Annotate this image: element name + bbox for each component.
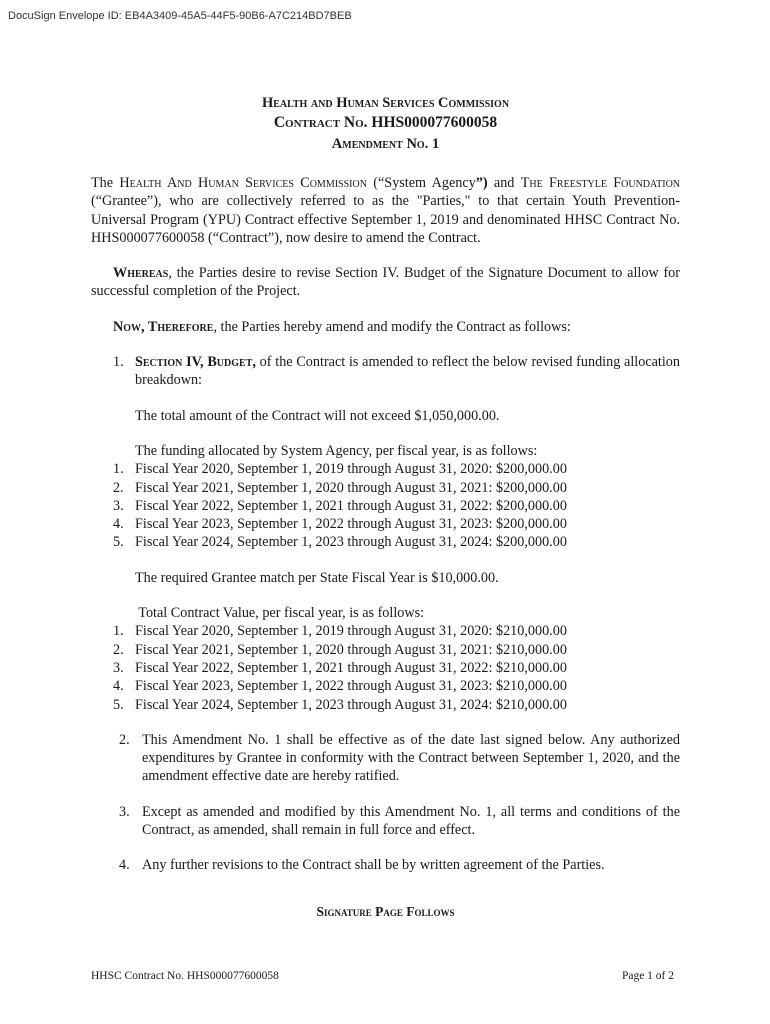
whereas-text: , the Parties desire to revise Section IV. Budget of the Signature Document to allow for successful completion of the Project. — [91, 265, 680, 300]
fiscal-year-line — [113, 515, 680, 533]
footer-contract-number: HHSC Contract No. HHS000077600058 — [91, 970, 279, 982]
item-number: 4. — [119, 857, 130, 874]
fiscal-year-text: Fiscal Year 2022, September 1, 2021 through August 31, 2022: $200,000.00 — [135, 497, 567, 514]
intro-text-system: (“System Agency — [366, 175, 476, 191]
list-number: 3. — [113, 497, 124, 514]
list-number: 2. — [113, 641, 124, 658]
amendment-item-1 — [91, 353, 680, 714]
fiscal-year-text: Fiscal Year 2023, September 1, 2022 through August 31, 2023: $210,000.00 — [135, 678, 567, 695]
whereas-paragraph — [91, 264, 680, 301]
funding-list — [113, 460, 680, 551]
item-number: 2. — [119, 731, 130, 748]
contract-total: The total amount of the Contract will not exceed $1,050,000.00. — [135, 407, 500, 424]
fiscal-year-line — [113, 641, 680, 659]
intro-text-the: The — [91, 175, 120, 191]
whereas-label: Whereas — [113, 265, 169, 282]
docusign-envelope-id: DocuSign Envelope ID: EB4A3409-45A5-44F5-90B6-A7C214BD7BEB — [8, 10, 352, 22]
fiscal-year-line — [113, 479, 680, 497]
list-number: 5. — [113, 534, 124, 551]
list-number: 1. — [113, 623, 124, 640]
fiscal-year-text: Fiscal Year 2021, September 1, 2020 through August 31, 2021: $200,000.00 — [135, 479, 567, 496]
fiscal-year-line — [113, 677, 680, 695]
now-therefore-label: Now, Therefore — [113, 318, 214, 335]
intro-grantee-name: The Freestyle Foundation — [520, 175, 681, 191]
fiscal-year-text: Fiscal Year 2020, September 1, 2019 through August 31, 2020: $200,000.00 — [135, 461, 567, 478]
amendment-item-4 — [91, 856, 680, 874]
item-2-text: This Amendment No. 1 shall be effective as of the date last signed below. Any authorized expenditures by Grantee in conformity with the Contract between September 1, 2020, and the amendment effective date are hereby ratified. — [142, 731, 680, 785]
section-iv-label: Section IV, Budget, — [135, 354, 256, 371]
fiscal-year-text: Fiscal Year 2024, September 1, 2023 through August 31, 2024: $200,000.00 — [135, 534, 567, 551]
list-number: 5. — [113, 696, 124, 713]
fiscal-year-line — [113, 460, 680, 478]
header-contract-number: Contract No. HHS000077600058 — [273, 114, 498, 131]
list-number: 3. — [113, 659, 124, 676]
fiscal-year-text: Fiscal Year 2022, September 1, 2021 through August 31, 2022: $210,000.00 — [135, 659, 567, 676]
fiscal-year-line — [113, 533, 680, 551]
intro-text-and: and — [487, 175, 521, 191]
total-value-intro: Total Contract Value, per fiscal year, is as follows: — [135, 605, 425, 622]
item-1-intro — [135, 353, 680, 390]
amendment-item-3 — [91, 803, 680, 840]
fiscal-year-text: Fiscal Year 2021, September 1, 2020 through August 31, 2021: $210,000.00 — [135, 641, 567, 658]
fiscal-year-text: Fiscal Year 2024, September 1, 2023 through August 31, 2024: $210,000.00 — [135, 696, 567, 713]
fiscal-year-line — [113, 622, 680, 640]
intro-hhsc-name: Health And Human Services Commission — [119, 175, 367, 191]
item-number: 1. — [113, 354, 124, 371]
now-therefore-text: , the Parties hereby amend and modify the Contract as follows: — [213, 318, 571, 335]
list-number: 2. — [113, 479, 124, 496]
list-number: 1. — [113, 461, 124, 478]
item-1-body — [113, 353, 680, 714]
item-1-text: of the Contract is amended to reflect the below revised funding allocation breakdown: — [135, 354, 680, 389]
fiscal-year-text: Fiscal Year 2020, September 1, 2019 through August 31, 2020: $210,000.00 — [135, 623, 567, 640]
grantee-match: The required Grantee match per State Fiscal Year is $10,000.00. — [135, 569, 499, 586]
amendment-item-2 — [91, 731, 680, 786]
funding-intro: The funding allocated by System Agency, per fiscal year, is as follows: — [135, 442, 538, 459]
intro-text-close: ”) — [475, 175, 488, 191]
fiscal-year-text: Fiscal Year 2023, September 1, 2022 through August 31, 2023: $200,000.00 — [135, 516, 567, 533]
header-amendment: Amendment No. 1 — [331, 136, 440, 152]
fiscal-year-line — [113, 659, 680, 677]
page-footer — [91, 970, 674, 982]
list-number: 4. — [113, 678, 124, 695]
item-number: 3. — [119, 803, 130, 820]
fiscal-year-line — [113, 696, 680, 714]
item-3-text: Except as amended and modified by this Amendment No. 1, all terms and conditions of the Contract, as amended, shall remain in full force and effect. — [142, 803, 680, 839]
fiscal-year-line — [113, 497, 680, 515]
now-therefore-paragraph — [91, 318, 680, 336]
item-4-text: Any further revisions to the Contract shall be by written agreement of the Parties. — [142, 857, 605, 874]
intro-paragraph — [91, 174, 680, 247]
header-commission: Health and Human Services Commission — [261, 95, 510, 111]
signature-page-follows: Signature Page Follows — [316, 903, 455, 919]
footer-page-number: Page 1 of 2 — [621, 970, 674, 982]
total-value-list — [113, 622, 680, 713]
list-number: 4. — [113, 516, 124, 533]
intro-text-rest: (“Grantee”), who are collectively referred to as the "Parties," to that certain Youth Prevention- Universal Program (YPU) Contract effective September 1, 2019 and denominated HHSC Contract No. HHS000077600058 (“Contract”), now desire to amend the Contract. — [91, 193, 680, 246]
document-body — [91, 94, 680, 921]
